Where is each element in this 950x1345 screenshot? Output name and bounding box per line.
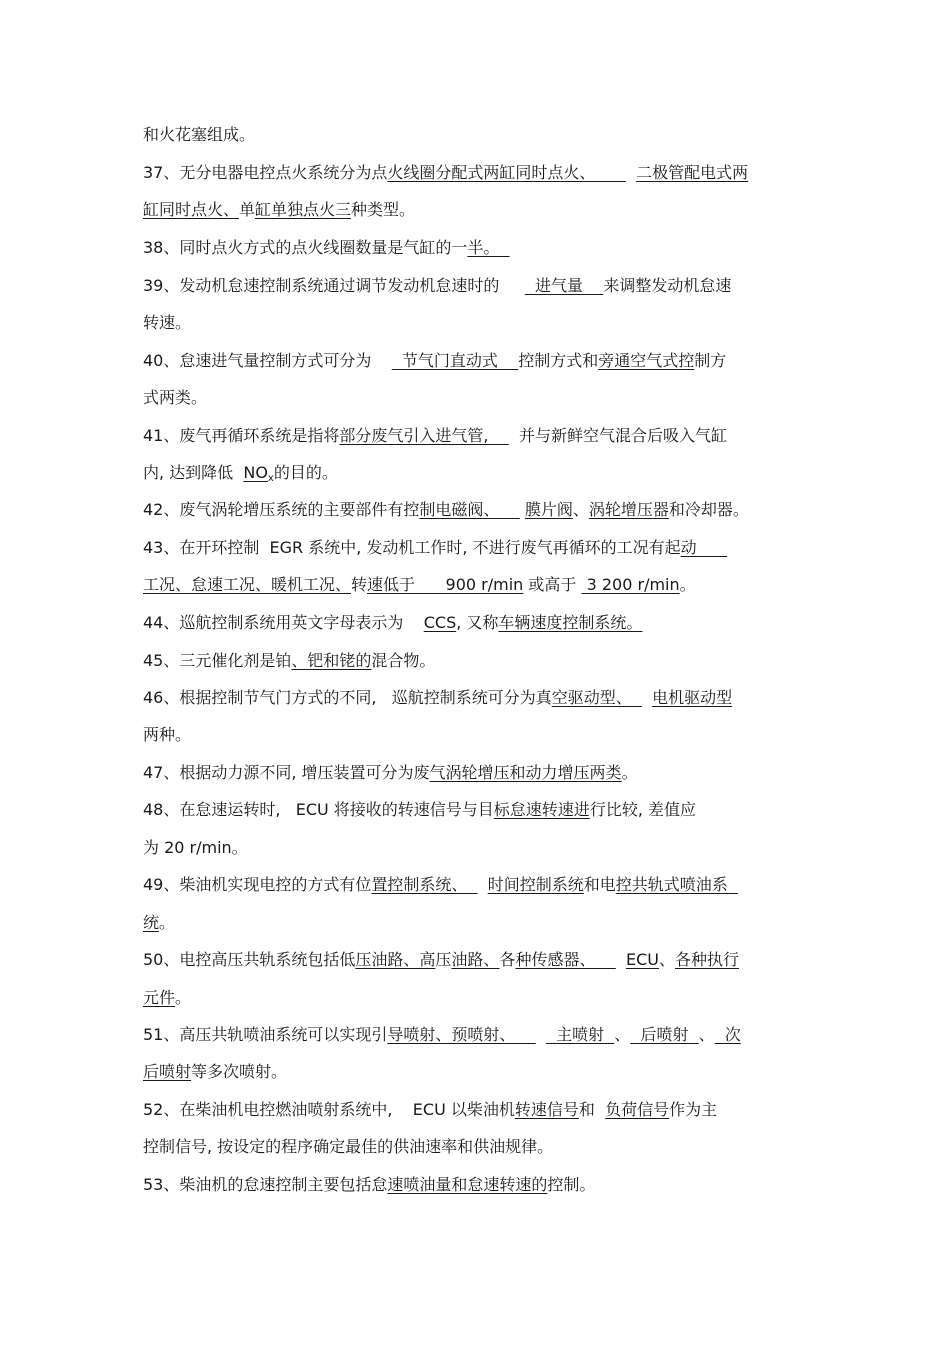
text-segment: 、 [614, 1025, 631, 1044]
text-segment: 、 [698, 1025, 715, 1044]
answer-blank: 次 [714, 1025, 741, 1044]
text-segment: 39、发动机怠速控制系统通过调节发动机怠速时的 [143, 276, 525, 295]
answer-blank: 后喷射 [630, 1025, 699, 1044]
answer-blank: 速低于 900 r/min [367, 575, 524, 594]
answer-blank: 置控制系统、 [371, 875, 478, 894]
text-line [143, 124, 813, 146]
text-segment: 38、同时点火方式的点火线圈数量是气缸的一 [143, 238, 468, 257]
text-segment: 式两类。 [143, 388, 208, 407]
text-segment: 50、电控高压共轨系统包括低 [143, 950, 356, 969]
text-segment: 内, 达到降低 [143, 463, 244, 482]
text-segment: 和 [578, 1100, 606, 1119]
subscript: x [267, 473, 274, 484]
text-segment: 压 [435, 950, 452, 969]
answer-blank: 半。 [467, 238, 510, 257]
text-segment: 45、三元催化剂是铂 [143, 651, 292, 670]
answer-blank: 涡轮增压器 [588, 500, 669, 519]
text-segment: 。 [621, 763, 638, 782]
answer-blank: 进气量 [524, 276, 604, 295]
text-line [143, 1061, 813, 1083]
text-segment: 。 [159, 913, 176, 932]
text-segment: 来调整发动机怠速 [603, 276, 732, 295]
text-segment [478, 875, 488, 894]
answer-blank: 电机驱动型 [652, 688, 733, 707]
text-segment: 作为主 [669, 1100, 718, 1119]
text-segment: 并与新鲜空气混合后吸入气缸 [508, 426, 727, 445]
text-segment: 、 [658, 950, 675, 969]
text-segment: 的目的。 [273, 463, 338, 482]
text-segment: 转 [351, 575, 368, 594]
text-line [143, 499, 813, 521]
answer-blank: 种传感器、 [515, 950, 616, 969]
text-segment: 种类型。 [351, 200, 416, 219]
text-segment: 48、在怠速运转时, ECU 将接收的转速信号与目 [143, 800, 494, 819]
text-line [143, 987, 813, 1009]
answer-blank: 速喷油量和怠速 [387, 1175, 500, 1194]
answer-blank: 负荷信号 [605, 1100, 670, 1119]
answer-blank: 、钯和铑的 [291, 651, 372, 670]
answer-blank: 动 [680, 538, 728, 557]
text-line [143, 1099, 813, 1121]
answer-blank: 3 200 r/min [581, 575, 680, 594]
text-segment: 37、无分电器电控点火系统分为点 [143, 163, 388, 182]
answer-blank: 气涡轮增压和动力增压两类 [429, 763, 622, 782]
answer-blank: 元件 [143, 988, 176, 1007]
answer-blank: 缸同时点火、 [143, 200, 240, 219]
answer-blank: 二极管配电式两 [636, 163, 749, 182]
text-segment: 和火花塞组成。 [143, 125, 256, 144]
answer-blank: 标怠速转速进 [493, 800, 590, 819]
text-segment [626, 163, 636, 182]
text-line [143, 799, 813, 821]
text-segment: 混合物。 [371, 651, 436, 670]
text-segment: 。 [679, 575, 696, 594]
answer-blank: 控共轨式喷油系 [615, 875, 738, 894]
text-segment [642, 688, 652, 707]
answer-blank: 转速的 [499, 1175, 548, 1194]
answer-blank: CCS [423, 613, 457, 632]
text-segment: 或高于 [523, 575, 582, 594]
text-segment: 42、废气涡轮增压系统的主要部件有控 [143, 500, 420, 519]
text-segment: 等多次喷射。 [191, 1062, 288, 1081]
text-line [143, 537, 813, 559]
text-segment: 51、高压共轨喷油系统可以实现引 [143, 1025, 388, 1044]
text-segment: 为 20 r/min。 [143, 838, 248, 857]
text-segment: 49、柴油机实现电控的方式有位 [143, 875, 372, 894]
text-line [143, 912, 813, 934]
text-segment: 53、柴油机的怠速控制主要包括怠 [143, 1175, 388, 1194]
text-segment: 行比较, 差值应 [589, 800, 696, 819]
answer-blank: 缸单独点火三 [255, 200, 352, 219]
text-segment: 。 [175, 988, 192, 1007]
text-line [143, 724, 813, 746]
text-segment: 两种。 [143, 725, 192, 744]
answer-blank: 制电磁阀、 [419, 500, 520, 519]
answer-blank: 压油路、高 [355, 950, 436, 969]
text-segment: 40、怠速进气量控制方式可分为 [143, 351, 392, 370]
text-line [143, 837, 813, 859]
text-line [143, 350, 813, 372]
answer-blank: 主喷射 [545, 1025, 615, 1044]
text-line [143, 1174, 813, 1196]
answer-blank: 空驱动型、 [551, 688, 642, 707]
text-line [143, 612, 813, 634]
text-segment: 和电 [583, 875, 616, 894]
text-segment: 单 [239, 200, 256, 219]
answer-blank: ECU [625, 950, 659, 969]
text-segment: 44、巡航控制系统用英文字母表示为 [143, 613, 424, 632]
answer-blank: 部分废气引入进气管, [339, 426, 509, 445]
text-line [143, 574, 813, 596]
text-line [143, 199, 813, 221]
answer-blank: 各种执行 [674, 950, 739, 969]
answer-blank: 火线圈分配式两缸同时点火、 [387, 163, 626, 182]
text-segment: 47、根据动力源不同, 增压装置可分为废 [143, 763, 430, 782]
text-segment: 制方 [694, 351, 727, 370]
text-line [143, 312, 813, 334]
answer-blank: 时间控制系统 [487, 875, 584, 894]
text-line [143, 687, 813, 709]
answer-blank: 工况、怠速工况、暖机工况、 [143, 575, 352, 594]
text-line [143, 874, 813, 896]
answer-blank: 节气门直动式 [391, 351, 519, 370]
text-segment: 和冷却器。 [668, 500, 749, 519]
text-line [143, 425, 813, 447]
answer-blank: 车辆速度控制系统。 [498, 613, 643, 632]
text-line [143, 1136, 813, 1158]
answer-blank: NO [243, 463, 268, 482]
text-segment [536, 1025, 546, 1044]
text-segment: 46、根据控制节气门方式的不同, 巡航控制系统可分为真 [143, 688, 552, 707]
answer-blank: 旁通空气式控 [598, 351, 695, 370]
answer-blank: 油路、 [451, 950, 500, 969]
text-line [143, 762, 813, 784]
answer-blank: 转速信号 [514, 1100, 579, 1119]
text-segment: , 又称 [456, 613, 499, 632]
text-line [143, 237, 813, 259]
text-segment: 转速。 [143, 313, 192, 332]
text-segment: 控制。 [547, 1175, 596, 1194]
text-segment: 控制方式和 [518, 351, 599, 370]
text-line [143, 650, 813, 672]
text-segment [616, 950, 626, 969]
text-line [143, 387, 813, 409]
text-segment: 41、废气再循环系统是指将 [143, 426, 340, 445]
text-line [143, 162, 813, 184]
text-line [143, 949, 813, 971]
text-segment: 控制信号, 按设定的程序确定最佳的供油速率和供油规律。 [143, 1137, 554, 1156]
text-line [143, 275, 813, 297]
answer-blank: 后喷射 [143, 1062, 192, 1081]
text-segment: 52、在柴油机电控燃油喷射系统中, ECU 以柴油机 [143, 1100, 515, 1119]
text-segment: 、 [572, 500, 589, 519]
text-segment: 43、在开环控制 EGR 系统中, 发动机工作时, 不进行废气再循环的工况有起 [143, 538, 681, 557]
text-line [143, 1024, 813, 1046]
answer-blank: 膜片阀 [524, 500, 573, 519]
answer-blank: 统 [143, 913, 160, 932]
text-segment: 各 [499, 950, 516, 969]
answer-blank: 导喷射、预喷射、 [387, 1025, 536, 1044]
text-line [143, 462, 813, 484]
